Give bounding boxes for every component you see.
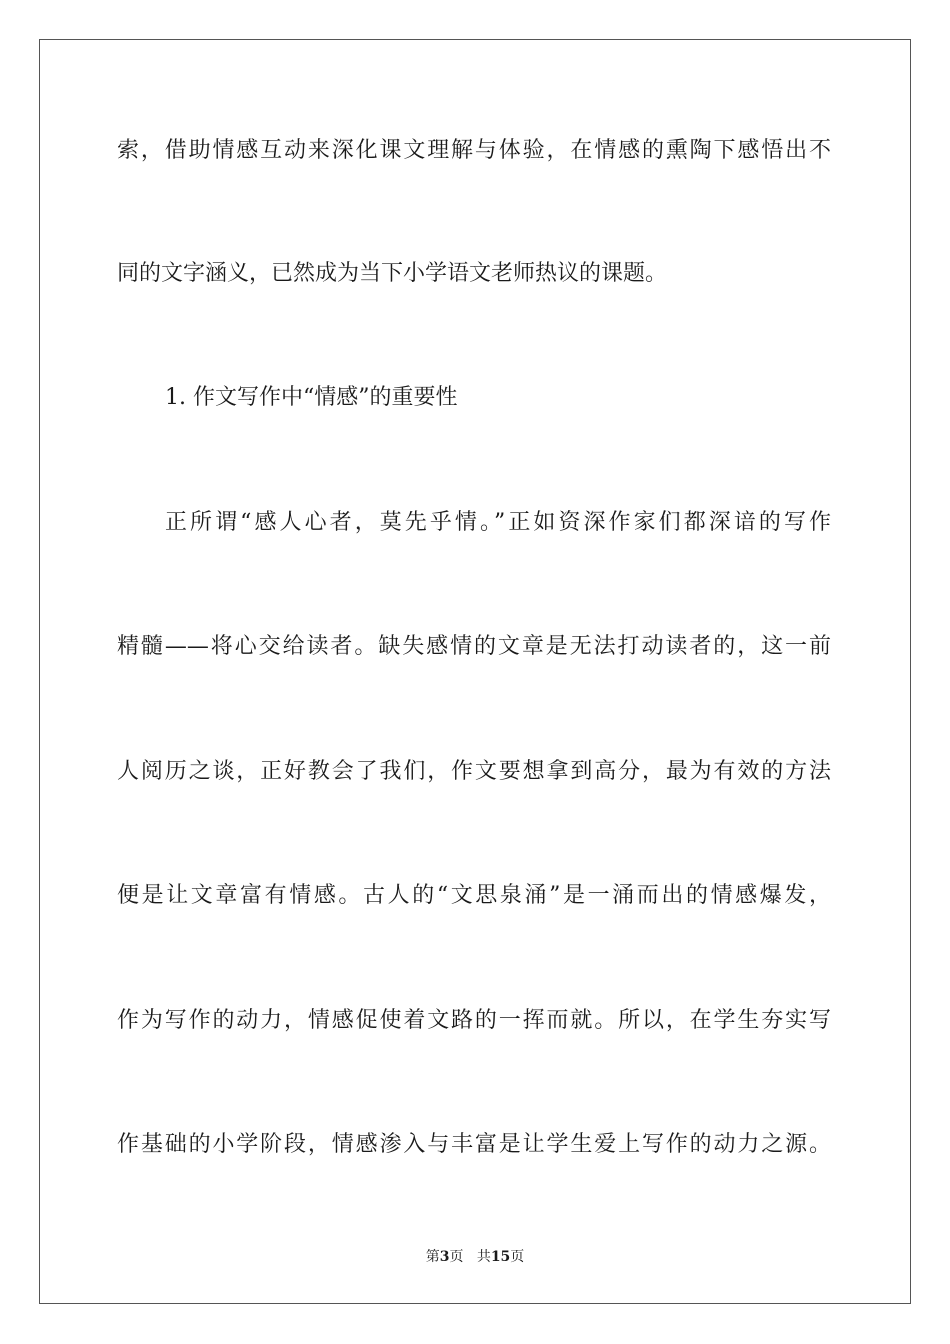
body-line-4: 精髓——将心交给读者。缺失感情的文章是无法打动读者的，这一前 (117, 634, 831, 659)
footer-total-unit: 页 (510, 1249, 525, 1265)
body-line-6: 便是让文章富有情感。古人的“文思泉涌”是一涌而出的情感爆发， (117, 883, 831, 908)
page-border (39, 39, 911, 1304)
footer-page-number: 3 (439, 1249, 450, 1265)
page-footer (0, 1246, 950, 1266)
body-line-7: 作为写作的动力，情感促使着文路的一挥而就。所以，在学生夯实写 (117, 1008, 831, 1033)
footer-page-unit: 页 (449, 1249, 464, 1265)
body-line-3: 正所谓“感人心者，莫先乎情。”正如资深作家们都深谙的写作 (165, 510, 831, 535)
body-line-2: 同的文字涵义，已然成为当下小学语文老师热议的课题。 (117, 261, 668, 286)
footer-prefix: 第 (425, 1249, 440, 1265)
footer-total-pages: 15 (490, 1249, 511, 1265)
footer-total-prefix: 共 (476, 1249, 491, 1265)
body-line-8: 作基础的小学阶段，情感渗入与丰富是让学生爱上写作的动力之源。 (117, 1132, 831, 1157)
section-heading: 1. 作文写作中“情感”的重要性 (165, 385, 458, 410)
body-line-5: 人阅历之谈，正好教会了我们，作文要想拿到高分，最为有效的方法 (117, 759, 831, 784)
body-line-1: 索，借助情感互动来深化课文理解与体验，在情感的熏陶下感悟出不 (117, 138, 831, 163)
